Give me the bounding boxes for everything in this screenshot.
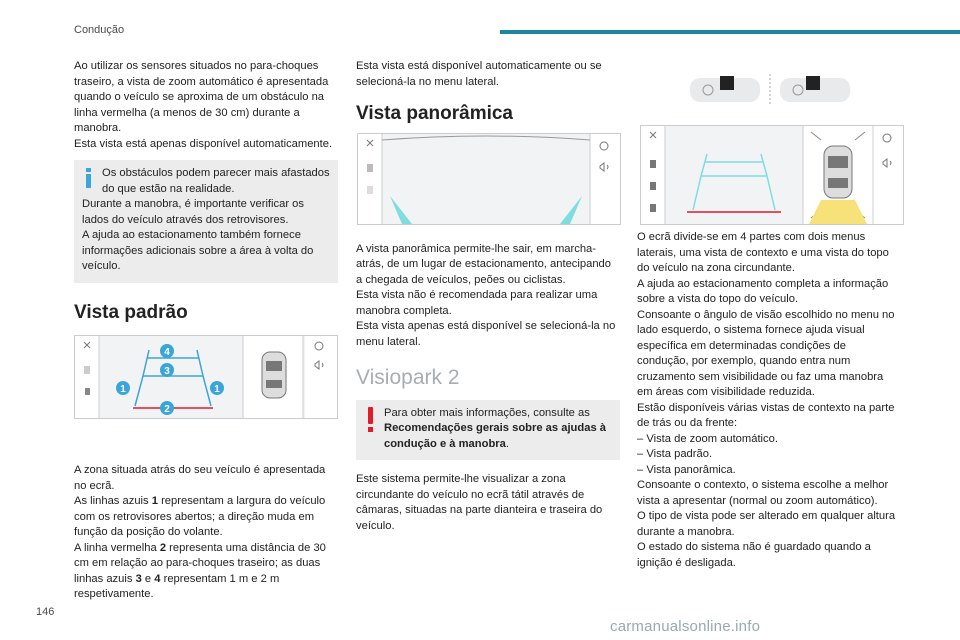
- body-paragraph: O tipo de vista pode ser alterado em qualquer altura durante a manobra.: [637, 510, 896, 538]
- column-3: [637, 230, 899, 571]
- right-menu: [305, 336, 337, 418]
- list-item: – Vista padrão.: [637, 448, 713, 460]
- label-1: 1: [120, 384, 126, 395]
- header-accent-bar: [500, 30, 960, 34]
- body-paragraph: Consoante o contexto, o sistema escolhe a melhor vista a apresentar (normal ou zoom automático).: [637, 479, 889, 507]
- car-top-view: [262, 352, 286, 398]
- body-paragraph: Estão disponíveis várias vistas de contexto na parte de trás ou da frente:: [637, 401, 895, 429]
- panoramic-view-screen: [357, 133, 621, 225]
- warning-text: Para obter mais informações, consulte as Recomendações gerais sobre as ajudas à condução e à manobra.: [384, 406, 606, 450]
- left-guide: [390, 196, 412, 224]
- running-header: Condução: [74, 24, 125, 36]
- section-heading-vista-padrao: Vista padrão: [74, 301, 188, 323]
- body-paragraph: Este sistema permite-lhe visualizar a zona circundante do veículo no ecrã tátil através de câmaras, situadas na parte dianteira e traseira do veículo.: [356, 473, 603, 532]
- sensor-icon: [650, 182, 656, 190]
- sensor-icon: [650, 160, 656, 168]
- body-paragraph: Esta vista não é recomendada para realizar uma manobra completa.: [356, 289, 598, 317]
- label-4: 4: [164, 347, 170, 358]
- warning-box: [356, 400, 620, 461]
- body-paragraph: A ajuda ao estacionamento completa a informação sobre a vista do topo do veículo.: [637, 277, 889, 305]
- guide-lines: [135, 350, 211, 406]
- car-top-view: [824, 146, 852, 198]
- info-box: [74, 160, 338, 283]
- watermark: carmanualsonline.info: [610, 618, 761, 635]
- mirror-views-illustration: [690, 72, 850, 108]
- page-number: 146: [36, 606, 55, 618]
- panoramic-body: [356, 242, 620, 351]
- column-2: [356, 59, 620, 534]
- list-item: – Vista panorâmica.: [637, 463, 736, 476]
- label-2: 2: [164, 404, 170, 415]
- right-guide: [560, 196, 582, 224]
- column-1: [74, 59, 338, 603]
- sensor-icon: [84, 366, 90, 374]
- sensor-icon: [367, 164, 373, 172]
- section-heading-visiopark-2: Visiopark 2: [356, 366, 460, 389]
- label-1: 1: [214, 384, 220, 395]
- sensor-icon: [367, 186, 373, 194]
- guide-lines: [693, 154, 775, 210]
- info-text: Os obstáculos podem parecer mais afastados do que estão na realidade.: [102, 167, 330, 195]
- standard-view-screen: [74, 335, 338, 419]
- body-paragraph: A zona situada atrás do seu veículo é apresentada no ecrã.: [74, 464, 326, 492]
- body-paragraph: A vista panorâmica permite-lhe sair, em marcha-atrás, de um lugar de estacionamento, antecipando a chegada de veículos, peões ou ciclistas.: [356, 242, 611, 286]
- body-paragraph: O ecrã divide-se em 4 partes com dois menus laterais, uma vista de contexto e uma vista do topo do veículo na zona circundante.: [637, 231, 889, 274]
- info-icon: [83, 168, 95, 190]
- body-paragraph: As linhas azuis 1 representam a largura do veículo com os retrovisores abertos; a direção muda em função da posição do volante.: [74, 495, 326, 538]
- list-item: – Vista de zoom automático.: [637, 432, 778, 445]
- sensor-icon: [85, 388, 90, 395]
- body-paragraph: A linha vermelha 2 representa uma distância de 30 cm em relação ao para-choques traseiro; as duas linhas azuis 3 e 4 representam 1 m e 2 m respetivamente.: [74, 541, 326, 600]
- intro-paragraph: Ao utilizar os sensores situados no para-choques traseiro, a vista de zoom automático é apresentada quando o veículo se aproxima de um obstáculo na linha vermelha (a menos de 30 cm) durante a manobra.: [74, 60, 329, 134]
- body-paragraph: O estado do sistema não é guardado quando a ignição é desligada.: [637, 541, 871, 569]
- intro-paragraph: Esta vista está disponível automaticamente ou se selecioná-la no menu lateral.: [356, 60, 602, 88]
- vista-padrao-body: [74, 463, 338, 603]
- section-heading-vista-panoramica: Vista panorâmica: [356, 103, 514, 124]
- visiopark-screen: [640, 125, 904, 225]
- info-text: A ajuda ao estacionamento também fornece informações adicionais sobre a área à volta do veículo.: [82, 229, 314, 272]
- left-menu: [75, 336, 99, 418]
- intro-paragraph: Esta vista está apenas disponível automaticamente.: [74, 137, 333, 150]
- sensor-icon: [650, 204, 656, 212]
- label-3: 3: [164, 366, 170, 377]
- body-paragraph: Esta vista apenas está disponível se selecioná-la no menu lateral.: [356, 320, 616, 348]
- body-paragraph: Consoante o ângulo de visão escolhido no menu no lado esquerdo, o sistema fornece ajuda visual específica em determinadas condições de condução, por exemplo, quando entra num cruzamento sem visibilidade ou faz uma manobra em áreas com visibilidade reduzida.: [637, 308, 895, 398]
- warning-icon: [366, 407, 376, 433]
- info-text: Durante a manobra, é importante verificar os lados do veículo através dos retrovisores.: [82, 198, 304, 226]
